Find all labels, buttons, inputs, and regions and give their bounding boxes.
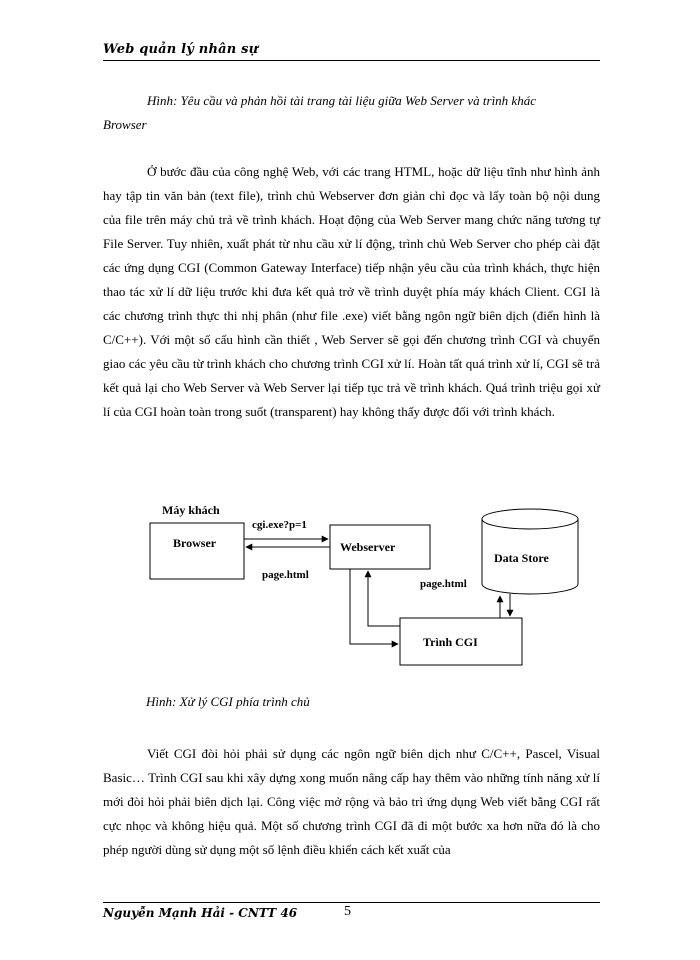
figure-caption-1	[103, 89, 600, 137]
cgi-diagram	[140, 494, 549, 679]
footer-author: Nguyễn Mạnh Hải - CNTT 46	[103, 906, 298, 920]
header-rule	[103, 60, 600, 61]
webserver-label: Webserver	[340, 540, 396, 554]
browser-label: Browser	[173, 536, 217, 550]
datastore-label: Data Store	[494, 551, 549, 565]
webserver-to-cgi-arrow	[350, 569, 398, 644]
header-title: Web quản lý nhân sự	[103, 42, 259, 57]
figure-caption-2: Hình: Xử lý CGI phía trình chủ	[146, 694, 310, 709]
paragraph-cgi-drawbacks-text: Viết CGI đòi hỏi phải sử dụng các ngôn ngữ biên dịch như C/C++, Pascel, Visual Basic… Trình CGI sau khi xây dựng xong muốn nâng cấp hay thêm vào những tính năng xử lí mới đòi hỏi phải biên dịch lại. Công việc mở rộng và bảo trì ứng dụng Web viết bằng CGI rất cực nhọc và không hiệu quả. Một số chương trình CGI đã đi một bước xa hơn nữa đó là cho phép người dùng sử dụng một số lệnh điều khiển cách kết xuất của	[103, 746, 600, 857]
paragraph-cgi-intro-text: Ở bước đầu của công nghệ Web, với các trang HTML, hoặc dữ liệu tĩnh như hình ảnh hay tập tin văn bản (text file), trình chủ Webserver đơn giản chỉ đọc và lấy toàn bộ nội dung của file trên máy chủ trả về trình khách. Hoạt động của Web Server mang chức năng tương tự File Server. Tuy nhiên, xuất phát từ nhu cầu xử lí động, trình chủ Web Server cho phép cài đặt các ứng dụng CGI (Common Gateway Interface) tiếp nhận yêu cầu của trình khách, thực hiện thao tác xử lí dữ liệu trước khi đưa kết quả trở về trình duyệt phía máy khách Client. CGI là các chương trình thực thi nhị phân (như file .exe) viết bằng ngôn ngữ biên dịch (điển hình là C/C++). Với một số cấu hình cần thiết , Web Server sẽ gọi đến chương trình CGI và chuyển giao các yêu cầu từ trình khách cho chương trình CGI xử lí. Hoàn tất quá trình xử lí, CGI sẽ trả kết quả lại cho Web Server và Web Server lại tiếp tục trả về trình khách. Quá trình triệu gọi xử lí của CGI hoàn toàn trong suốt (transparent) hay không thấy được đối với trình khách.	[103, 164, 600, 419]
page-number: 5	[344, 904, 351, 919]
response-label-cgi: page.html	[420, 578, 467, 590]
datastore-cylinder-top	[482, 509, 578, 529]
figure-caption-1-line-2: Browser	[103, 117, 147, 132]
figure-caption-1-line-1: Hình: Yêu cầu và phản hồi tài trang tài liệu giữa Web Server và trình khác	[147, 93, 536, 108]
response-label-browser: page.html	[262, 569, 309, 581]
cgi-program-label: Trình CGI	[423, 635, 478, 649]
cgi-to-webserver-arrow	[368, 571, 400, 626]
paragraph-cgi-drawbacks	[103, 742, 600, 862]
footer-rule	[103, 902, 600, 903]
request-label: cgi.exe?p=1	[252, 519, 307, 531]
paragraph-cgi-intro	[103, 160, 600, 424]
client-machine-label: Máy khách	[162, 503, 220, 517]
browser-box	[150, 523, 244, 579]
